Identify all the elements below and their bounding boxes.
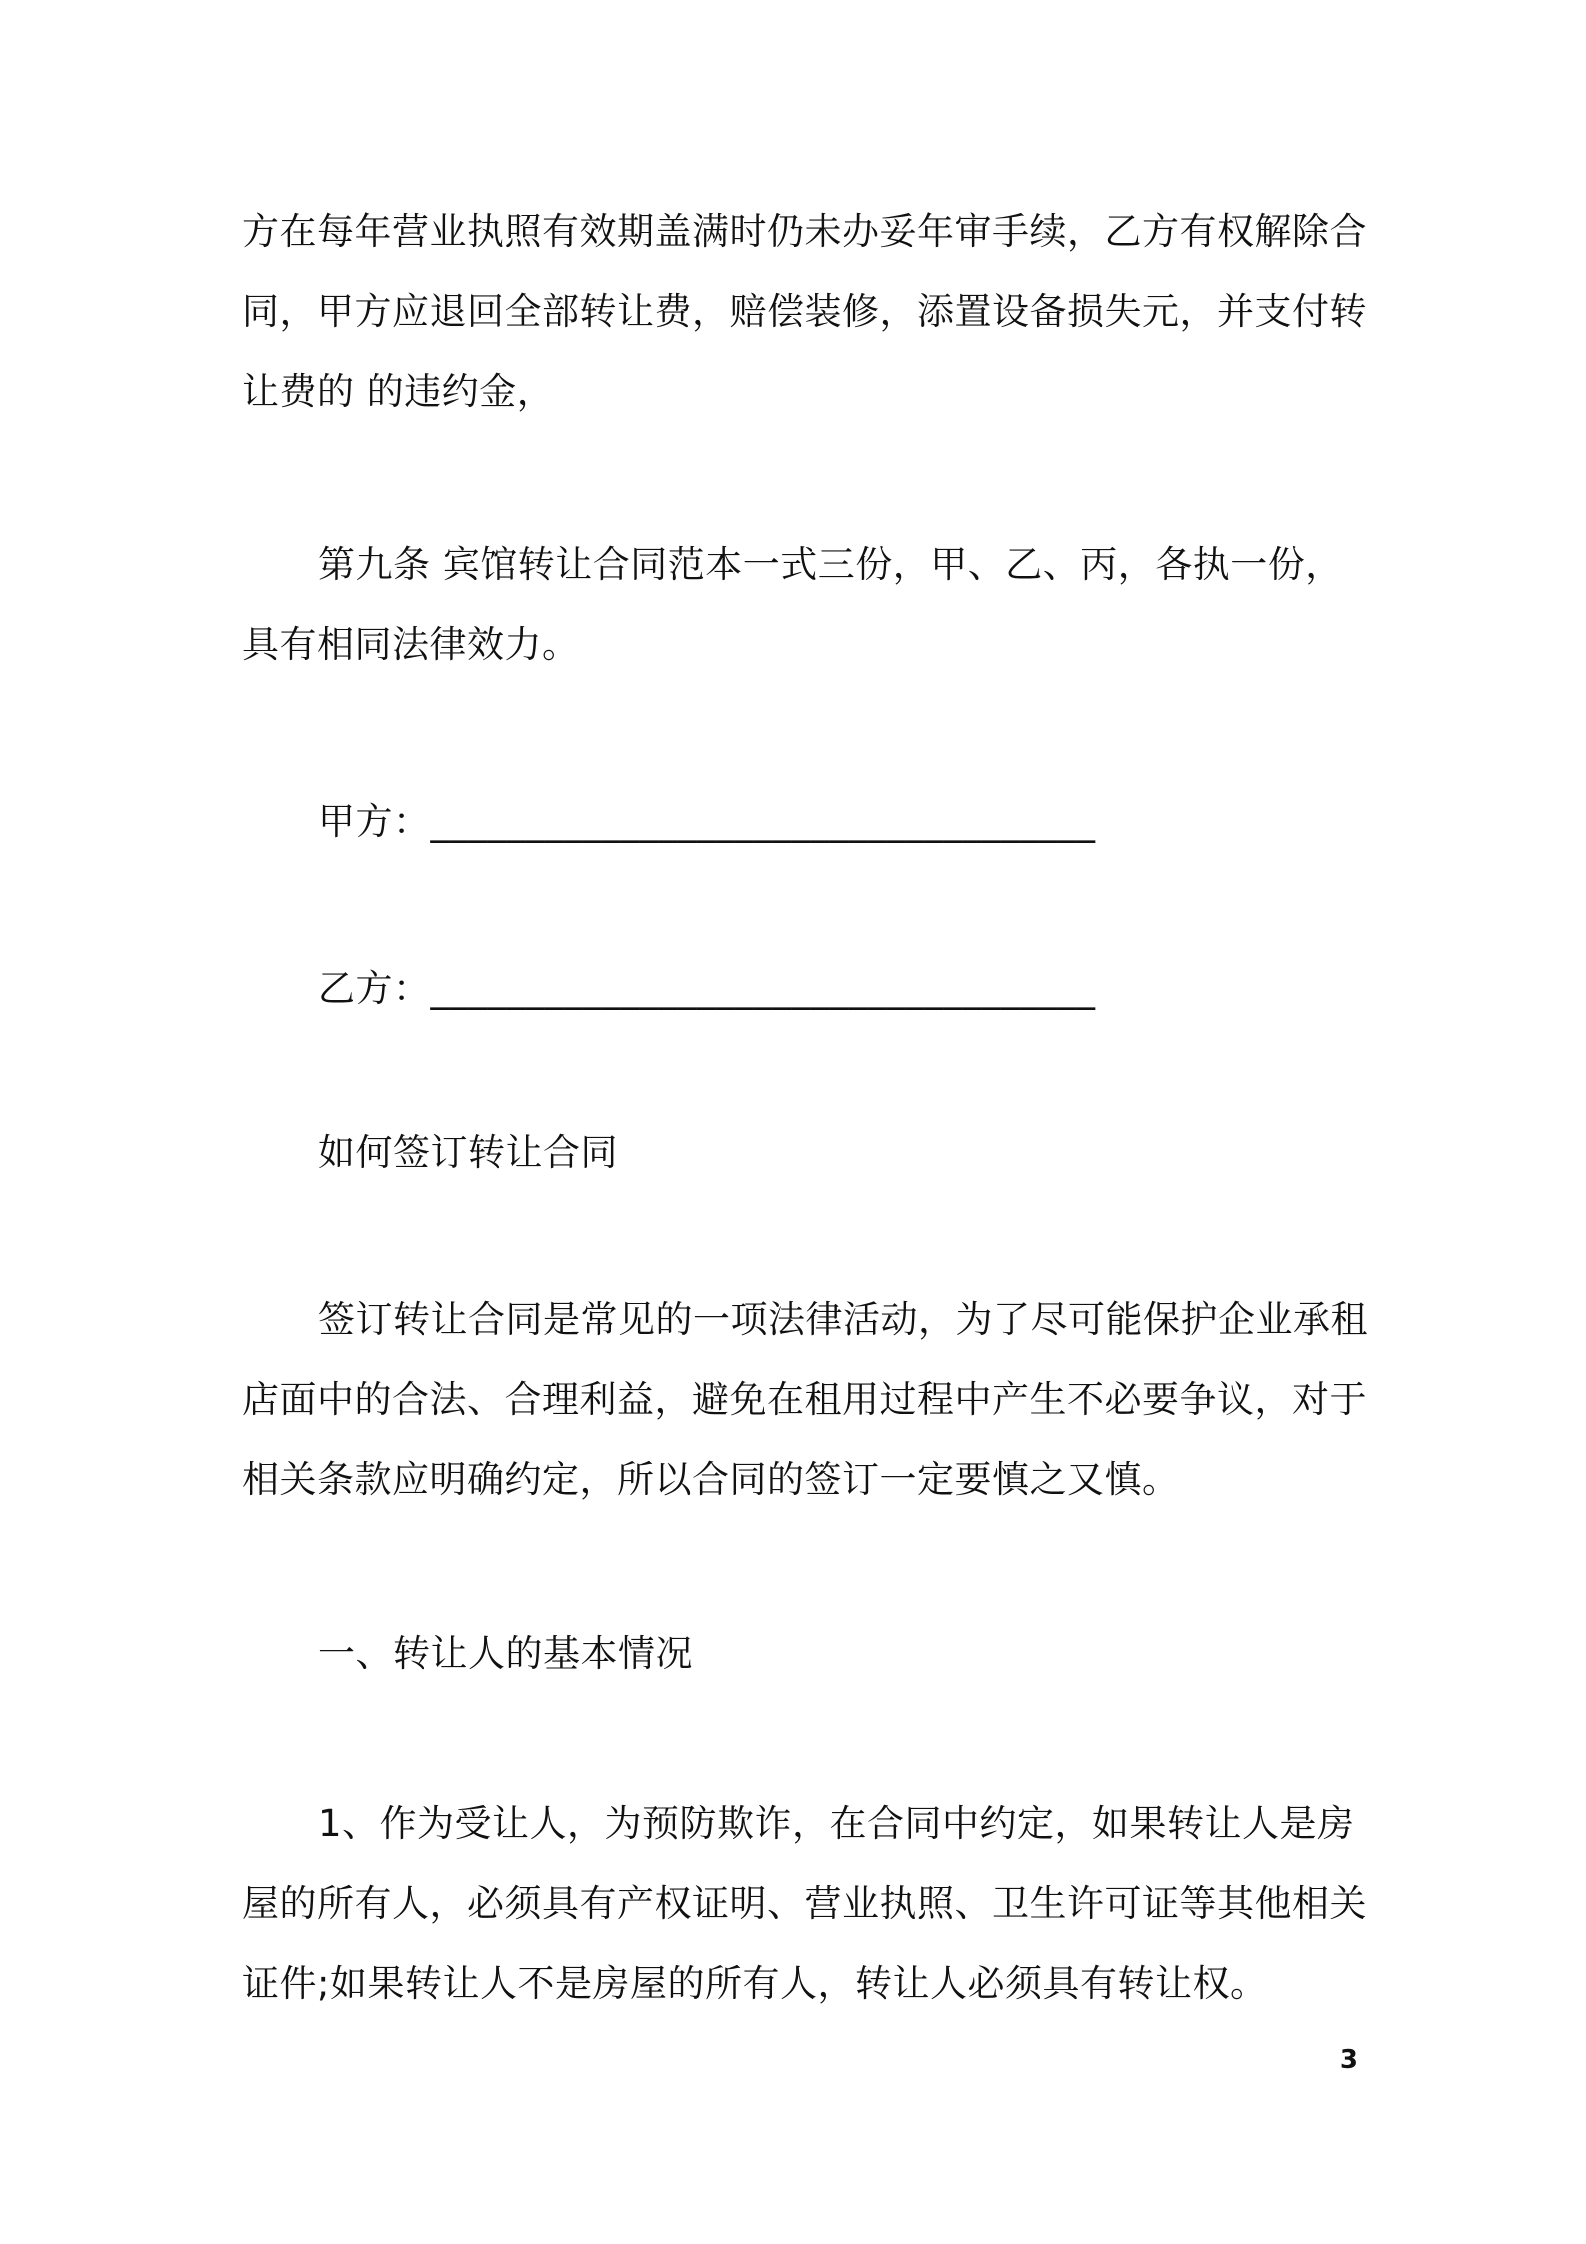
subsection-heading: 一、转让人的基本情况 bbox=[318, 1632, 693, 1675]
clause-nine-line: 第九条 宾馆转让合同范本一式三份，甲、乙、丙，各执一份， bbox=[318, 543, 1343, 586]
paragraph-line: 1、作为受让人，为预防欺诈，在合同中约定，如果转让人是房 bbox=[318, 1802, 1355, 1845]
party-b-signature-line: 乙方：___________________________________ bbox=[318, 967, 1096, 1010]
paragraph-line: 方在每年营业执照有效期盖满时仍未办妥年审手续，乙方有权解除合 bbox=[242, 210, 1367, 253]
paragraph-line: 屋的所有人，必须具有产权证明、营业执照、卫生许可证等其他相关 bbox=[242, 1882, 1367, 1925]
paragraph-line: 相关条款应明确约定，所以合同的签订一定要慎之又慎。 bbox=[242, 1458, 1180, 1501]
paragraph-line: 让费的 的违约金， bbox=[242, 370, 555, 413]
page-number: 3 bbox=[1339, 2045, 1358, 2075]
paragraph-line: 证件;如果转让人不是房屋的所有人，转让人必须具有转让权。 bbox=[242, 1962, 1268, 2005]
clause-nine-line: 具有相同法律效力。 bbox=[242, 623, 580, 666]
paragraph-line: 同，甲方应退回全部转让费，赔偿装修，添置设备损失元，并支付转 bbox=[242, 290, 1367, 333]
section-heading: 如何签订转让合同 bbox=[318, 1131, 618, 1174]
party-a-signature-line: 甲方：___________________________________ bbox=[318, 800, 1096, 843]
paragraph-line: 签订转让合同是常见的一项法律活动，为了尽可能保护企业承租 bbox=[318, 1298, 1368, 1341]
paragraph-line: 店面中的合法、合理利益，避免在租用过程中产生不必要争议，对于 bbox=[242, 1378, 1367, 1421]
